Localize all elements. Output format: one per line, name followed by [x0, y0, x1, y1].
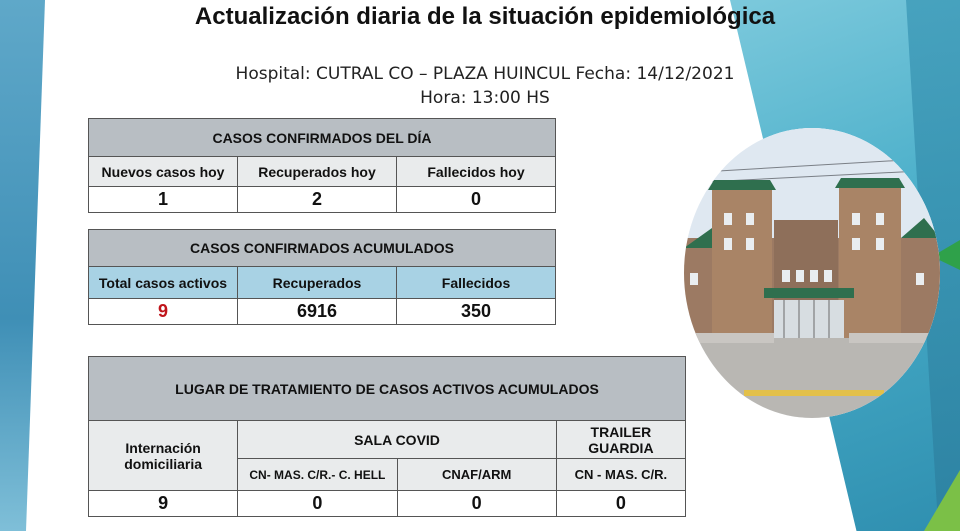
col-recovered-total: Recuperados — [238, 267, 397, 299]
col-sala-covid: SALA COVID — [238, 421, 557, 459]
page-title: Actualización diaria de la situación epidemiológica — [194, 3, 776, 30]
col-recovered-today: Recuperados hoy — [238, 157, 397, 187]
col-home-care: Internación domiciliaria — [89, 421, 238, 491]
cumulative-table-heading: CASOS CONFIRMADOS ACUMULADOS — [89, 230, 556, 267]
col-active-total: Total casos activos — [89, 267, 238, 299]
report-subtitle — [160, 62, 810, 110]
col-new-cases: Nuevos casos hoy — [89, 157, 238, 187]
value-trailer: 0 — [556, 491, 685, 517]
value-recovered-total: 6916 — [238, 299, 397, 325]
hospital-building-photo — [684, 128, 940, 418]
left-decorative-band — [0, 0, 70, 531]
value-recovered-today: 2 — [238, 187, 397, 213]
value-new-cases: 1 — [89, 187, 238, 213]
value-deaths-total: 350 — [397, 299, 556, 325]
hospital-building-illustration — [684, 128, 940, 418]
value-cnaf-arm: 0 — [397, 491, 556, 517]
treatment-location-table — [88, 356, 686, 517]
subcol-cnaf-arm: CNAF/ARM — [397, 459, 556, 491]
col-deaths-total: Fallecidos — [397, 267, 556, 299]
value-deaths-today: 0 — [397, 187, 556, 213]
time-line: Hora: 13:00 HS — [420, 88, 550, 108]
cumulative-cases-table — [88, 229, 556, 325]
hospital-date-line: Hospital: CUTRAL CO – PLAZA HUINCUL Fecha: 14/12/2021 — [235, 64, 735, 84]
daily-table-heading: CASOS CONFIRMADOS DEL DÍA — [89, 119, 556, 157]
daily-cases-table — [88, 118, 556, 213]
value-cn-mas-hell: 0 — [238, 491, 397, 517]
col-deaths-today: Fallecidos hoy — [397, 157, 556, 187]
value-home-care: 9 — [89, 491, 238, 517]
subcol-cn-mas: CN - MAS. C/R. — [556, 459, 685, 491]
value-active-total: 9 — [89, 299, 238, 325]
col-trailer-guardia: TRAILER GUARDIA — [556, 421, 685, 459]
subcol-cn-mas-hell: CN- MAS. C/R.- C. HELL — [238, 459, 397, 491]
treatment-table-heading: LUGAR DE TRATAMIENTO DE CASOS ACTIVOS ACUMULADOS — [89, 357, 686, 421]
